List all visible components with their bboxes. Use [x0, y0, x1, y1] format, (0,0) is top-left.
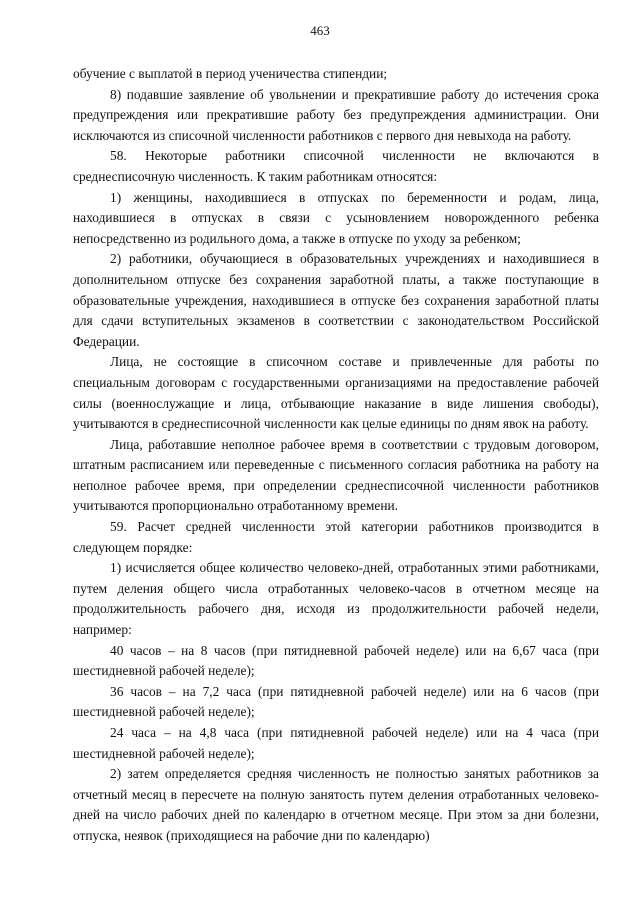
paragraph-item-2-students: 2) работники, обучающиеся в образовательных учреждениях и находившиеся в дополнительном отпуске без сохранения заработной платы, а также поступающие в образовательные учреждения, находившиеся в отпуске без сохранения заработной платы для сдачи вступительных экзаменов в соответствии с законодательством Российской Федерации. — [73, 251, 599, 349]
paragraph-item-1-women: 1) женщины, находившиеся в отпусках по беременности и родам, лица, находившиеся в отпусках в связи с усыновлением новорожденного ребенка непосредственно из родильного дома, а также в отпуске по уходу за ребенком; — [73, 189, 599, 246]
paragraph-section-58: 58. Некоторые работники списочной численности не включаются в среднесписочную численность. К таким работникам относятся: — [73, 148, 599, 184]
paragraph-example-36-hours: 36 часов – на 7,2 часа (при пятидневной рабочей неделе) или на 6 часов (при шестидневной рабочей неделе); — [73, 683, 599, 720]
paragraph-contract-workers: Лица, не состоящие в списочном составе и привлеченные для работы по специальным договорам с государственными организациями на предоставление рабочей силы (военнослужащие и лица, отбывающие наказание в виде лишения свободы), учитываются в среднесписочной численности как целые единицы по дням явок на работу. — [73, 354, 599, 432]
document-body — [73, 64, 599, 847]
paragraph-continuation: обучение с выплатой в период ученичества стипендии; — [73, 66, 388, 81]
paragraph-item-8: 8) подавшие заявление об увольнении и прекратившие работу до истечения срока предупреждения или прекратившие работу без предупреждения администрации. Они исключаются из списочной численности работников с первого дня невыхода на работу. — [73, 86, 599, 143]
page-number: 463 — [310, 23, 330, 38]
paragraph-step-2: 2) затем определяется средняя численность не полностью занятых работников за отчетный месяц в пересчете на полную занятость путем деления отработанных человеко-дней на число рабочих дней по календарю в отчетном месяце. При этом за дни болезни, отпуска, неявок (приходящиеся на рабочие дни по календарю) — [73, 766, 599, 843]
paragraph-section-59: 59. Расчет средней численности этой категории работников производится в следующем порядке: — [73, 519, 599, 555]
paragraph-example-24-hours: 24 часа – на 4,8 часа (при пятидневной рабочей неделе) или на 4 часа (при шестидневной рабочей неделе); — [73, 725, 599, 761]
paragraph-step-1: 1) исчисляется общее количество человеко-дней, отработанных этими работниками, путем деления общего числа отработанных человеко-часов в отчетном месяце на продолжительность рабочего дня, исходя из продолжительности рабочей недели, например: — [73, 560, 599, 638]
paragraph-part-time: Лица, работавшие неполное рабочее время в соответствии с трудовым договором, штатным расписанием или переведенные с письменного согласия работника на работу на неполное рабочее время, при определении среднесписочной численности работников учитываются пропорционально отработанному времени. — [73, 436, 599, 514]
paragraph-example-40-hours: 40 часов – на 8 часов (при пятидневной рабочей неделе) или на 6,67 часа (при шестидневной рабочей неделе); — [73, 642, 599, 679]
